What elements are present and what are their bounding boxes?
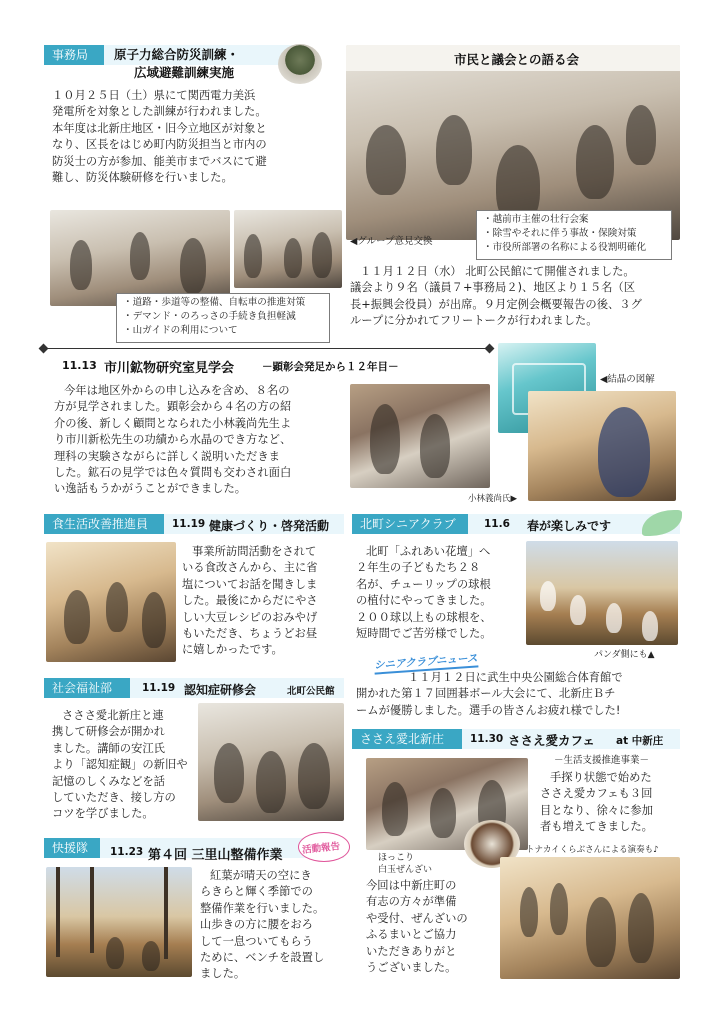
section-title-council: 市民と議会との語る会 <box>454 52 580 67</box>
activity-report-label: 活動報告 <box>301 841 341 856</box>
welfare-place: 北町公民館 <box>287 686 335 697</box>
text-line: 防災士の方が参加、能美市までバスにて避 <box>52 154 267 168</box>
caption-group-discussion: ◀グループ意見交換 <box>350 236 433 247</box>
text-line: 今年は地区外からの申し込みを含め、８名の <box>64 384 290 397</box>
senior-title: 春が楽しみです <box>527 519 612 533</box>
text-line: １０月２５日（土）県にて関西電力美浜 <box>52 89 256 102</box>
text-line: ２年生の子どもたち２８ <box>356 561 481 575</box>
text-line: 塩についてお話を聞きしま <box>182 577 318 591</box>
text-line: ました。講師の安江氏 <box>52 741 165 755</box>
section-title-line1: 原子力総合防災訓練・ <box>114 47 240 62</box>
senior-date: 11.6 <box>484 518 510 530</box>
text-line: 議会より９名（議員７+事務局２)、地区より１５名（区 <box>350 281 636 295</box>
senior-news-body <box>356 670 682 722</box>
text-line: 発電所を対象とした訓練が行われました。 <box>52 105 267 119</box>
section-tag-kaientai: 快援隊 <box>44 838 100 858</box>
text-line: 事業所訪問活動をされて <box>192 545 317 558</box>
text-line: もいただき、ちょうどお昼 <box>182 627 318 641</box>
text-line: 今回は中新庄町の <box>366 879 457 892</box>
cafe-subtitle: －生活支援推進事業－ <box>554 755 650 766</box>
section6-body <box>52 708 202 826</box>
section-tag-senior: 北町シニアクラブ <box>352 514 468 534</box>
cafe-date: 11.30 <box>470 733 504 745</box>
section-tag-welfare: 社会福祉部 <box>44 678 130 698</box>
text-line: や受付、ぜんざいの <box>366 911 468 925</box>
section1-body <box>52 88 342 188</box>
note-line: ・市役所部署の名称による役割明確化 <box>483 242 647 253</box>
text-line: しい大豆レシピのおみやげ <box>182 610 318 624</box>
text-line: 長+振興会役員）が出席。９月定例会概要報告の後、３グ <box>350 297 642 311</box>
diamond-icon <box>39 344 49 354</box>
text-line: ームが優勝しました。選手の皆さんお疲れ様でした! <box>356 703 621 717</box>
text-line: ふるまいとご協力 <box>366 928 457 942</box>
text-line: り市川新松先生の功績から水晶のでき方など、 <box>54 433 292 447</box>
note-line: ・除雪やそれに伴う事故・保険対策 <box>483 228 637 239</box>
cafe-place: at 中新庄 <box>616 735 664 747</box>
text-line: した。最後にからだにやさ <box>182 594 318 608</box>
note-line: ・山ガイドの利用について <box>123 325 238 336</box>
photo-diet-activity <box>46 542 176 662</box>
text-line: コツを学びました。 <box>52 807 154 821</box>
text-line: 介の後、新しく顧問となられた小林義尚先生よ <box>54 416 292 430</box>
section3-body <box>54 383 346 501</box>
mineral-title: 市川鉱物研究室見学会 <box>104 361 235 376</box>
text-line: 携して研修会が開かれ <box>52 725 165 739</box>
text-line: 方が見学されました。顕彰会から４名の方の紹 <box>54 400 292 414</box>
photo-cafe-performance <box>500 857 680 979</box>
section7-body-bottom <box>366 878 498 978</box>
text-line: 有志の方々が準備 <box>366 895 457 909</box>
council-notes-box <box>476 210 672 260</box>
diamond-icon <box>485 344 495 354</box>
photo-teacher <box>528 391 676 501</box>
text-line: 者も増えてきました。 <box>540 820 653 834</box>
senior-news-heading: シニアクラブニュース <box>374 650 479 674</box>
text-line: 短時間でご苦労様でした。 <box>356 627 492 641</box>
text-line: 開かれた第１７回囲碁ボール大会にて、北新庄Ｂチ <box>356 687 616 701</box>
photo-mineral-tour <box>350 384 490 488</box>
text-line: うございました。 <box>366 961 457 975</box>
text-line: １１月１２日（水） 北町公民館にて開催されました。 <box>360 265 635 278</box>
text-line: １１月１２日に武生中央公園総合体育館で <box>408 671 623 684</box>
caption-crystal: ◀結晶の図解 <box>600 374 655 385</box>
section-title-line2: 広域避難訓練実施 <box>134 65 235 80</box>
note-line: ・越前市主催の壮行会案 <box>483 214 589 225</box>
text-line: 整備作業を行いました。 <box>200 901 325 915</box>
text-line: していただき、接し方の <box>52 791 176 805</box>
text-line: に嬉しかったです。 <box>182 643 283 657</box>
text-line: 山歩きの方に腰をおろ <box>200 918 313 932</box>
text-line: の植付にやってきました。 <box>356 594 492 608</box>
welfare-date: 11.19 <box>142 682 176 694</box>
caption-teacher: 小林義尚氏▶ <box>468 494 518 504</box>
text-line: 記憶のしくみなどを話 <box>52 774 165 788</box>
text-line: 手探り状態で始めた <box>550 771 652 784</box>
text-line: らきらと輝く季節での <box>200 885 313 899</box>
text-line: ました。 <box>200 967 246 981</box>
note-line: ・道路・歩道等の整備、自転車の推進対策 <box>123 297 306 308</box>
section-tag-sasaeai: ささえ愛北新庄 <box>352 729 462 749</box>
photo-dementia-training <box>198 703 344 821</box>
mineral-date: 11.13 <box>62 359 97 372</box>
photo-flower-bed <box>526 541 678 645</box>
text-line: 難し、防災体験研修を行いました。 <box>52 171 233 185</box>
caption-music: トナカイくらぶさんによる演奏も♪ <box>526 845 659 855</box>
pine-tree-icon <box>278 44 322 84</box>
note-line: ・デマンド・のろっさの手続き負担軽減 <box>123 311 296 322</box>
diet-title: 健康づくり・啓発活動 <box>209 519 330 533</box>
photo-drill-meeting-2 <box>234 210 342 288</box>
text-line: いただきありがと <box>366 944 457 958</box>
text-line: い逸話もうかがうことができました。 <box>54 482 247 496</box>
text-line: ２００球以上もの球根を、 <box>356 610 492 624</box>
text-line: さささ愛北新庄と連 <box>62 709 164 722</box>
section-tag-diet: 食生活改善推進員 <box>44 514 164 534</box>
caption-panda: パンダ側にも▲ <box>594 650 655 660</box>
mineral-subtitle: －顕彰会発足から１２年目－ <box>262 361 399 373</box>
text-line: 目となり、徐々に参加 <box>540 803 653 817</box>
welfare-title: 認知症研修会 <box>184 683 257 697</box>
drill-notes-box <box>116 293 330 343</box>
divider-line <box>44 348 492 349</box>
section5-body <box>356 544 526 646</box>
text-line: した。鉱石の見学では色々質問も交わされ面白 <box>54 466 292 480</box>
section7-body-right <box>540 770 680 838</box>
text-line: ささえ愛カフェも３回 <box>540 787 653 801</box>
caption-zenzai: ほっこり 白玉ぜんざい <box>378 853 433 875</box>
text-line: 北町「ふれあい花壇」へ <box>366 545 491 558</box>
text-line: して一息ついてもらう <box>200 934 313 948</box>
text-line: ために、ベンチを設置し <box>200 951 325 965</box>
maintenance-title: 第４回 三里山整備作業 <box>148 848 283 863</box>
section-tag-jimukyoku: 事務局 <box>44 45 104 65</box>
text-line: 本年度は北新庄地区・旧今立地区が対象と <box>52 121 267 135</box>
text-line: より「認知症観」の新旧や <box>52 758 188 772</box>
diet-date: 11.19 <box>172 518 206 530</box>
text-line: ループに分かれてフリートークが行われました。 <box>350 314 598 328</box>
section4-body <box>182 544 344 664</box>
section8-body <box>200 868 346 986</box>
text-line: 紅葉が晴天の空にき <box>210 869 312 882</box>
photo-mountain-maintenance <box>46 867 192 977</box>
text-line: 名が、チューリップの球根 <box>356 577 491 591</box>
photo-drill-meeting-1 <box>50 210 230 306</box>
text-line: いる食改さんから、主に省 <box>182 561 318 575</box>
cafe-title: ささえ愛カフェ <box>508 733 595 748</box>
text-line: なり、区長をはじめ町内防災担当と市内の <box>52 138 267 152</box>
text-line: 理科の実験さながらに詳しく説明いただきま <box>54 449 280 463</box>
section2-body <box>350 264 686 334</box>
maintenance-date: 11.23 <box>110 846 144 858</box>
